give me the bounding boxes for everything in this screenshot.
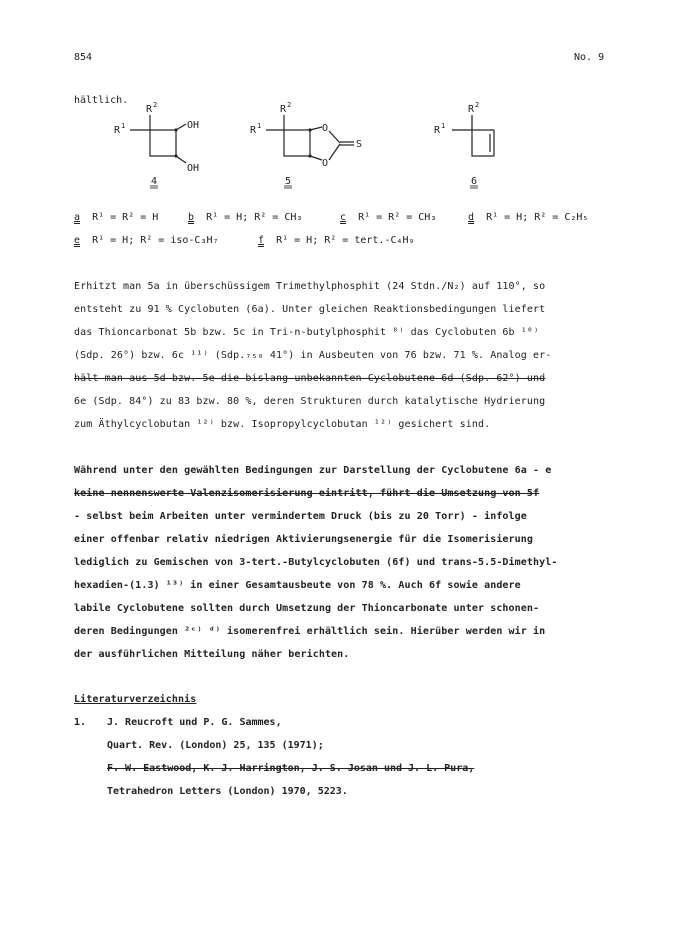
para1-line: zum Äthylcyclobutan ¹²⁾ bzw. Isopropylcyclobutan ¹²⁾ gesichert sind. xyxy=(74,419,491,430)
svg-text:2: 2 xyxy=(287,101,292,109)
structure-4-r2: R xyxy=(146,104,153,115)
para2-line: lediglich zu Gemischen von 3-tert.-Butylcyclobuten (6f) und trans-5.5-Dimethyl- xyxy=(74,557,558,568)
reference-number: 1. xyxy=(74,717,87,728)
svg-text:1: 1 xyxy=(257,122,262,130)
references-heading: Literaturverzeichnis xyxy=(74,694,197,705)
svg-text:R: R xyxy=(468,104,475,115)
substituent-d: d R¹ = H; R² = C₂H₅ xyxy=(468,212,589,223)
oh-top: OH xyxy=(187,120,200,131)
svg-text:R: R xyxy=(114,125,121,136)
para2-line: der ausführlichen Mitteilung näher berichten. xyxy=(74,649,350,660)
structure-4 xyxy=(110,100,220,190)
reference-line: J. Reucroft und P. G. Sammes, xyxy=(107,717,282,728)
para1-line: Erhitzt man 5a in überschüssigem Trimethylphosphit (24 Stdn./N₂) auf 110°, so xyxy=(74,281,546,292)
svg-text:R: R xyxy=(280,104,287,115)
structure-6-label: 6 xyxy=(471,176,478,187)
para2-line: keine nennenswerte Valenzisomerisierung eintritt, führt die Umsetzung von 5f xyxy=(74,488,540,499)
structure-4-label: 4 xyxy=(151,176,158,187)
issue-number: No. 9 xyxy=(574,52,605,63)
para1-line: entsteht zu 91 % Cyclobuten (6a). Unter gleichen Reaktionsbedingungen liefert xyxy=(74,304,546,315)
substituent-a: a R¹ = R² = H xyxy=(74,212,159,223)
para1-line: 6e (Sdp. 84°) zu 83 bzw. 80 %, deren Strukturen durch katalytische Hydrierung xyxy=(74,396,546,407)
para2-line: einer offenbar relativ niedrigen Aktivierungsenergie für die Isomerisierung xyxy=(74,534,534,545)
para2-line: deren Bedingungen ²ᶜ⁾ ᵈ⁾ isomerenfrei erhältlich sein. Hierüber werden wir in xyxy=(74,626,546,637)
structure-5-label: 5 xyxy=(285,176,292,187)
substituent-b: b R¹ = H; R² = CH₃ xyxy=(188,212,303,223)
para2-line: - selbst beim Arbeiten unter vermindertem Druck (bis zu 20 Torr) - infolge xyxy=(74,511,527,522)
para1-line: hält man aus 5d bzw. 5e die bislang unbekannten Cyclobutene 6d (Sdp. 62°) und xyxy=(74,373,546,384)
reference-line: F. W. Eastwood, K. J. Harrington, J. S. Josan und J. L. Pura, xyxy=(107,763,475,774)
svg-text:1: 1 xyxy=(121,122,126,130)
intro-fragment: hältlich. xyxy=(74,95,129,106)
substituent-e: e R¹ = H; R² = iso-C₃H₇ xyxy=(74,235,219,246)
para2-line: Während unter den gewählten Bedingungen zur Darstellung der Cyclobutene 6a - e xyxy=(74,465,552,476)
svg-text:O: O xyxy=(322,123,329,134)
page-number: 854 xyxy=(74,52,93,63)
substituent-c: c R¹ = R² = CH₃ xyxy=(340,212,437,223)
para1-line: das Thioncarbonat 5b bzw. 5c in Tri-n-butylphosphit ⁸⁾ das Cyclobuten 6b ¹⁰⁾ xyxy=(74,327,540,338)
substituent-f: f R¹ = H; R² = tert.-C₄H₉ xyxy=(258,235,415,246)
para2-line: labile Cyclobutene sollten durch Umsetzung der Thioncarbonate unter schonen- xyxy=(74,603,540,614)
structure-6 xyxy=(430,100,510,190)
svg-text:2: 2 xyxy=(475,101,480,109)
para2-line: hexadien-(1.3) ¹³⁾ in einer Gesamtausbeute von 78 %. Auch 6f sowie andere xyxy=(74,580,521,591)
svg-text:2: 2 xyxy=(153,101,158,109)
para1-line: (Sdp. 26°) bzw. 6c ¹¹⁾ (Sdp.₇₅₀ 41°) in Ausbeuten von 76 bzw. 71 %. Analog er- xyxy=(74,350,552,361)
reference-line: Quart. Rev. (London) 25, 135 (1971); xyxy=(107,740,324,751)
svg-text:O: O xyxy=(322,158,329,169)
structure-5 xyxy=(250,100,380,190)
reference-line: Tetrahedron Letters (London) 1970, 5223. xyxy=(107,786,348,797)
oh-bottom: OH xyxy=(187,163,200,174)
svg-text:R: R xyxy=(250,125,257,136)
svg-text:R: R xyxy=(434,125,441,136)
svg-text:1: 1 xyxy=(441,122,446,130)
sulfur-label: S xyxy=(356,139,363,150)
